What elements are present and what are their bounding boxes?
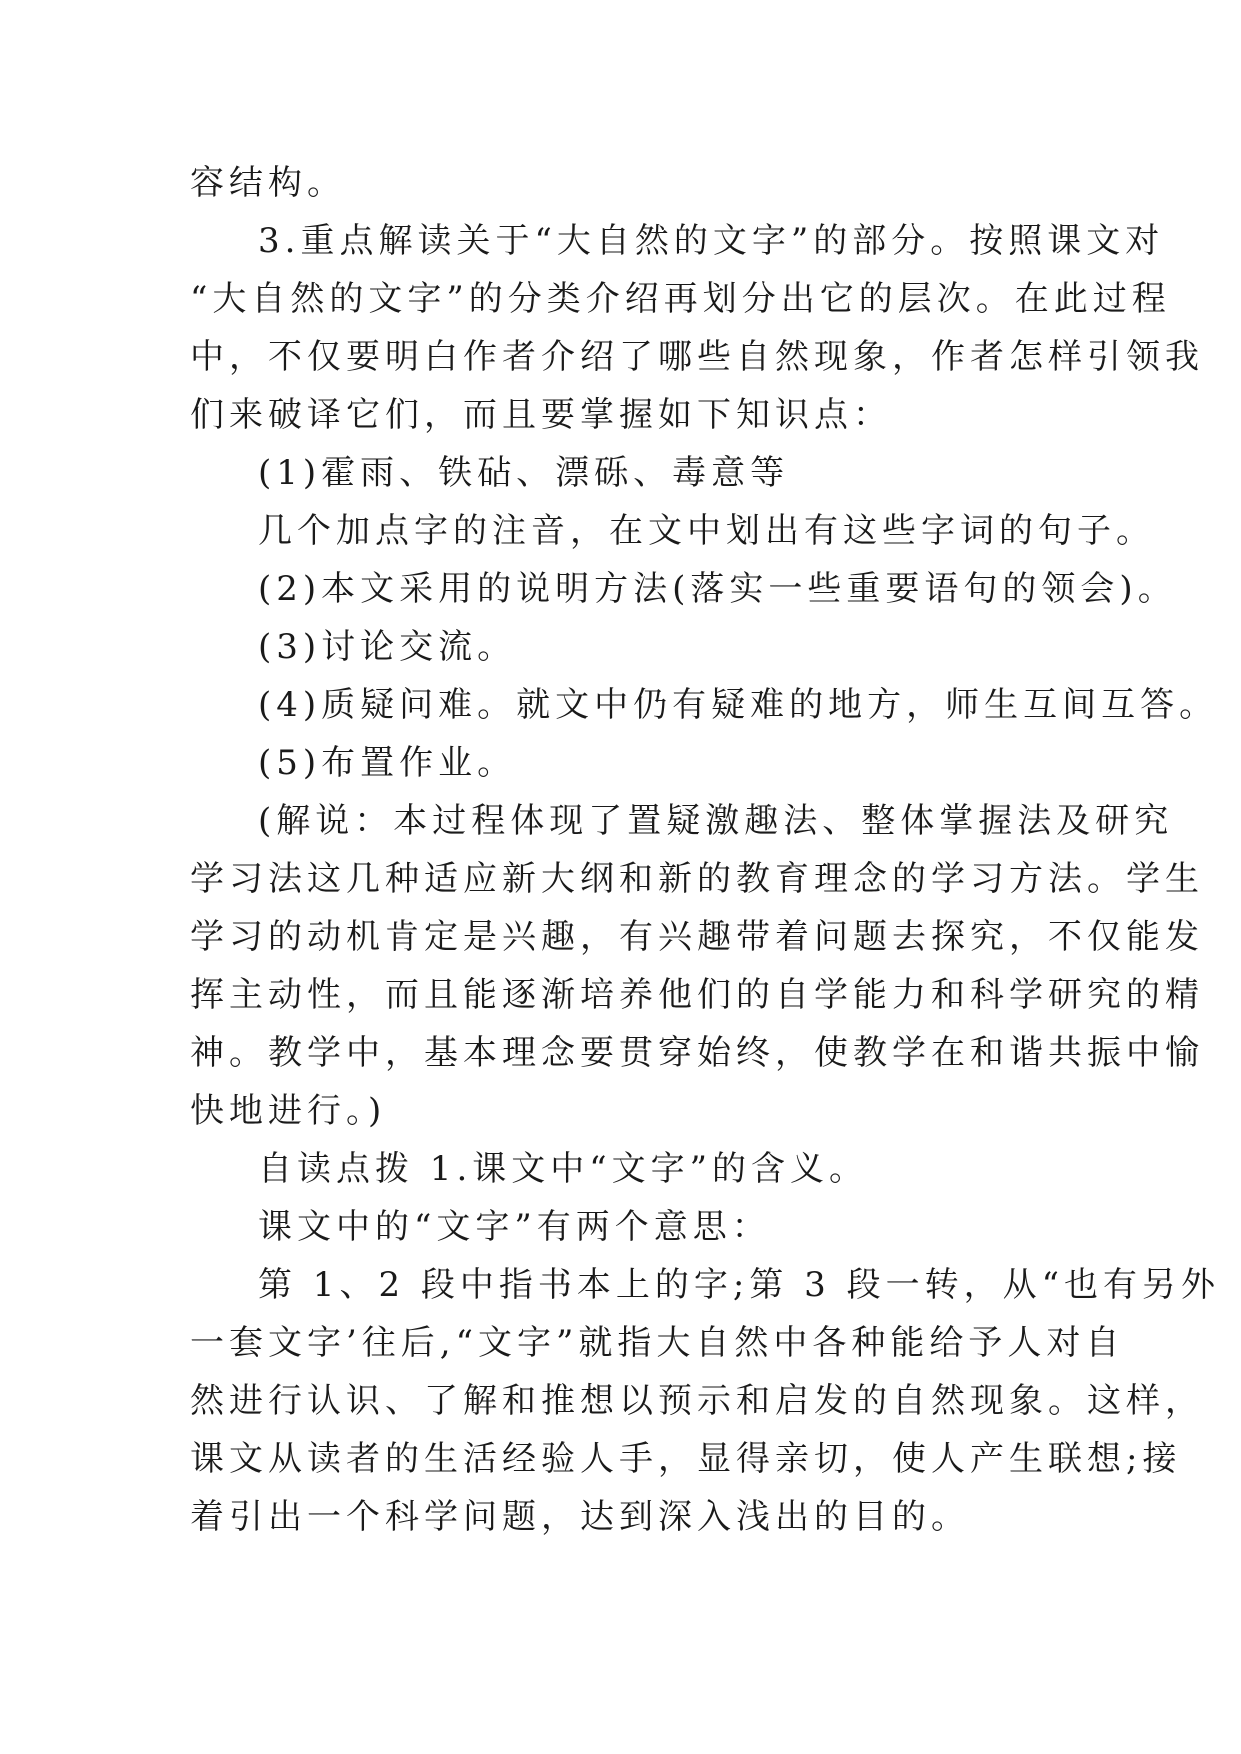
text-line: 快地进行。)	[190, 1091, 387, 1131]
text-line: “大自然的文字”的分类介绍再划分出它的层次。在此过程	[190, 279, 1171, 319]
text-line: 课文从读者的生活经验人手，显得亲切，使人产生联想;接	[190, 1439, 1182, 1479]
text-line: 然进行认识、了解和推想以预示和启发的自然现象。这样，	[190, 1381, 1204, 1421]
text-line: (1)霍雨、铁砧、漂砾、毒意等	[258, 453, 790, 493]
text-line: 3.重点解读关于“大自然的文字”的部分。按照课文对	[258, 221, 1165, 261]
text-line: 自读点拨 1.课文中“文字”的含义。	[258, 1149, 869, 1189]
text-line: (2)本文采用的说明方法(落实一些重要语句的领会)。	[258, 569, 1177, 609]
text-line: 们来破译它们，而且要掌握如下知识点：	[190, 395, 892, 435]
text-line: 中，不仅要明白作者介绍了哪些自然现象，作者怎样引领我	[190, 337, 1204, 377]
text-line: (解说：本过程体现了置疑激趣法、整体掌握法及研究	[258, 801, 1174, 841]
text-line: 学习法这几种适应新大纲和新的教育理念的学习方法。学生	[190, 859, 1204, 899]
text-line: 一套文字’往后,“文字”就指大自然中各种能给予人对自	[190, 1323, 1125, 1363]
text-line: 第 1、2 段中指书本上的字;第 3 段一转，从“也有另外	[258, 1265, 1220, 1305]
text-line: 课文中的“文字”有两个意思：	[258, 1207, 771, 1247]
text-line: (3)讨论交流。	[258, 627, 517, 667]
text-line: 挥主动性，而且能逐渐培养他们的自学能力和科学研究的精	[190, 975, 1204, 1015]
text-line: (4)质疑问难。就文中仍有疑难的地方，师生互间互答。	[258, 685, 1219, 725]
text-line: (5)布置作业。	[258, 743, 517, 783]
text-line: 神。教学中，基本理念要贯穿始终，使教学在和谐共振中愉	[190, 1033, 1204, 1073]
text-line: 学习的动机肯定是兴趣，有兴趣带着问题去探究，不仅能发	[190, 917, 1204, 957]
text-line: 着引出一个科学问题，达到深入浅出的目的。	[190, 1497, 970, 1537]
text-line: 几个加点字的注音，在文中划出有这些字词的句子。	[258, 511, 1155, 551]
text-line: 容结构。	[190, 163, 346, 203]
